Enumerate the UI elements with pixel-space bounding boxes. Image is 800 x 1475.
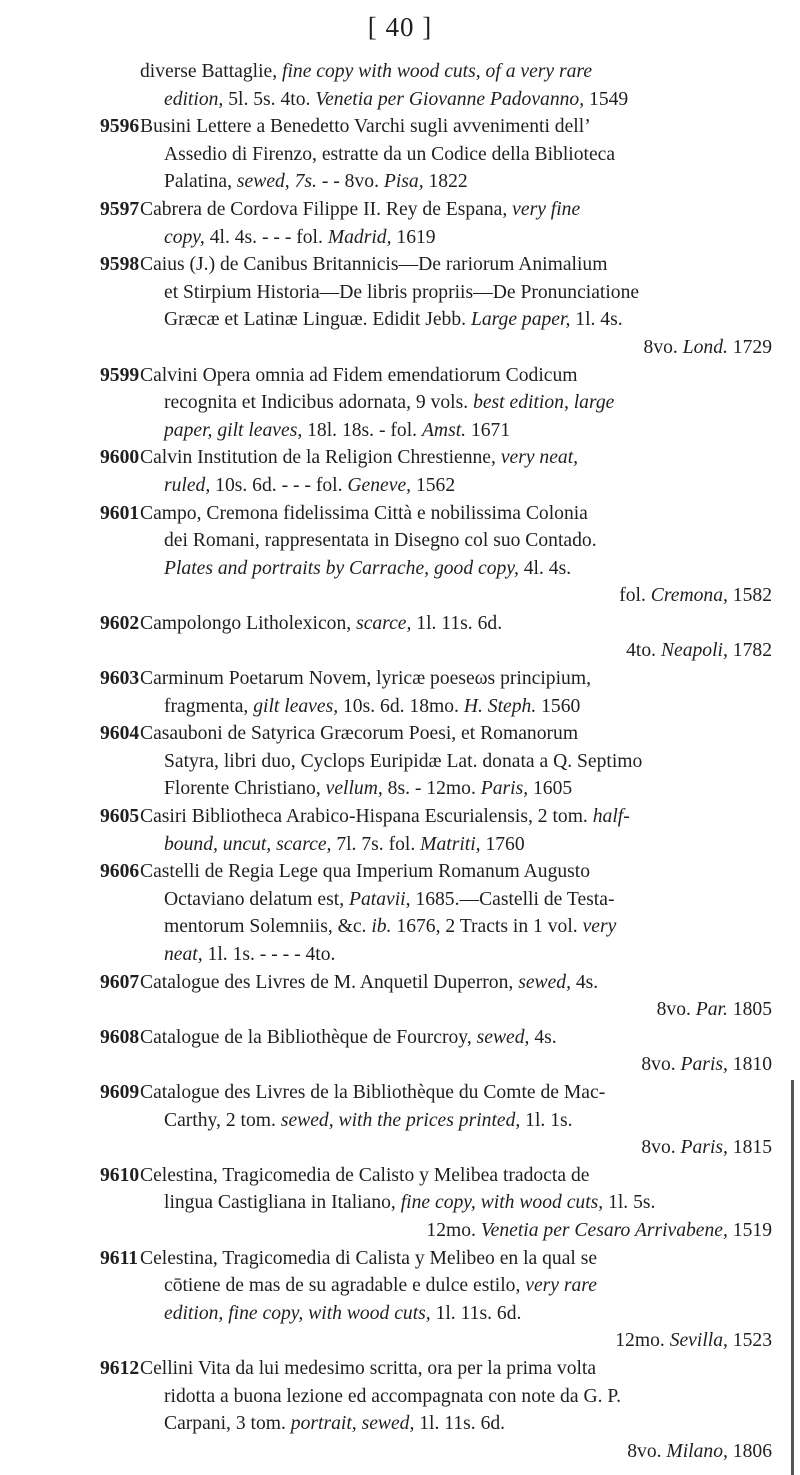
lot-number: 9600 [100,447,140,469]
italic-text: sewed, 7s. [236,171,317,193]
italic-text: edition, [164,88,229,110]
entry-text: 4s. [529,1026,557,1048]
lot-number: 9605 [100,806,140,828]
entry-text: 7l. 7s. fol. [331,833,421,855]
entry-text: 8vo. [627,1440,667,1462]
page-edge-mark [791,1080,794,1475]
entry-line [140,1079,772,1107]
italic-text: Madrid, [327,226,392,248]
italic-text: Lond. [682,336,728,358]
lot-number: 9603 [100,668,140,690]
lot-number: 9598 [100,254,140,276]
catalogue-entry [0,251,772,361]
catalogue-entry [0,803,772,858]
italic-text: H. Steph. [463,695,537,717]
entry-text: 4to. [626,640,661,662]
entry-text: 1810 [727,1054,772,1076]
italic-text: Matriti, [420,833,481,855]
entry-text: 1805 [727,999,772,1021]
entry-text: recognita et Indicibus adornata, 9 vols. [164,392,474,414]
entry-line [140,913,772,941]
entry-text: Florente Christiano, [164,778,326,800]
catalogue-entry [0,362,772,445]
entry-text: 1582 [727,585,772,607]
entry-text: Campolongo Litholexicon, [140,612,357,634]
entry-text: fol. [619,585,651,607]
entry-text: 8vo. [656,999,696,1021]
italic-text: ruled, [164,474,211,496]
entry-line [140,665,772,693]
italic-text: vellum, [325,778,383,800]
italic-text: sewed, [518,971,571,993]
catalogue-entry [0,858,772,968]
entry-line [140,1107,772,1135]
entry-text: 1619 [391,226,436,248]
catalogue-entry [0,1355,772,1465]
entry-text: 1l. 11s. 6d. [411,612,503,634]
italic-text: Paris, [680,1054,728,1076]
italic-text: neat, [164,944,203,965]
italic-text: Neapoli, [660,640,728,662]
entry-text: 1605 [528,778,573,800]
entry-text: - - 8vo. [316,171,384,193]
entry-text: lingua Castigliana in Italiano, [164,1192,401,1214]
entry-text: 8vo. [641,1054,681,1076]
entry-line [140,555,772,583]
entry-text: 1729 [727,336,772,358]
entry-text: 1l. 5s. [603,1192,656,1214]
entry-text: Casiri Bibliotheca Arabico-Hispana Escurialensis, 2 tom. [140,806,593,828]
entry-line [140,996,772,1024]
entry-text: Catalogue des Livres de M. Anquetil Duperron, [140,971,519,993]
catalogue-entry [0,1024,772,1079]
italic-text: Venetia per Giovanne Padovanno, [315,88,585,110]
catalogue-entries [0,58,800,1465]
lot-number: 9602 [100,612,140,634]
entry-line [140,58,772,86]
entry-line [140,224,772,252]
entry-text: Carthy, 2 tom. [164,1109,281,1131]
lot-number: 9609 [100,1081,140,1103]
lot-number: 9608 [100,1026,140,1048]
lot-number: 9612 [100,1357,140,1379]
entry-text: 18l. 18s. - fol. [302,419,422,441]
italic-text: paper, gilt leaves, [164,419,303,441]
lot-number: 9610 [100,1164,140,1186]
entry-text: 1l. 11s. 6d. [430,1302,522,1324]
entry-line [140,417,772,445]
entry-line [140,1410,772,1438]
entry-line [140,1327,772,1355]
catalogue-entry [0,1162,772,1245]
entry-text: 1523 [727,1330,772,1352]
entry-line [140,113,772,141]
entry-text: 1676, 2 Tracts in 1 vol. [391,916,583,938]
entry-line [140,86,772,114]
entry-text: 1l. 1s. - - - - 4to. [202,944,336,965]
catalogue-entry [0,610,772,665]
italic-text: gilt leaves, [253,695,339,717]
page-number: [ 40 ] [367,12,433,42]
entry-text: diverse Battaglie, [140,61,283,82]
catalogue-entry [0,444,772,499]
entry-line [140,610,772,638]
entry-line [140,858,772,886]
italic-text: very rare [525,1275,597,1297]
italic-text: Par. [695,999,728,1021]
entry-text: 1l. 4s. [570,309,623,331]
catalogue-entry [0,969,772,1024]
entry-text: Casauboni de Satyrica Græcorum Poesi, et Romanorum [140,723,579,745]
entry-text: 10s. 6d. - - - fol. [210,474,348,496]
entry-line [140,1438,772,1466]
entry-text: Campo, Cremona fidelissima Città e nobilissima Colonia [140,502,588,524]
entry-line [140,1134,772,1162]
entry-line [140,362,772,390]
entry-text: 4l. 4s. [518,557,572,579]
entry-line [140,168,772,196]
entry-text: 1671 [466,419,511,441]
entry-line [140,389,772,417]
entry-text: 1760 [480,833,525,855]
entry-text: 1560 [536,695,581,717]
entry-text: Palatina, [164,171,237,193]
entry-text: Calvini Opera omnia ad Fidem emendatiorum Codicum [140,364,578,386]
italic-text: fine copy with wood cuts, of a very rare [282,61,593,82]
entry-line [140,748,772,776]
entry-text: 1l. 1s. [520,1109,573,1131]
entry-line [140,831,772,859]
lot-number: 9611 [100,1247,139,1269]
catalogue-entry [0,500,772,610]
entry-text: 1l. 11s. 6d. [414,1413,506,1435]
entry-text: 1806 [727,1440,772,1462]
entry-text: Caius (J.) de Canibus Britannicis—De rariorum Animalium [140,254,608,276]
entry-text: cōtiene de mas de su agradable e dulce estilo, [164,1275,526,1297]
entry-text: Octaviano delatum est, [164,888,349,910]
italic-text: best edition, large [473,392,615,414]
entry-line [140,803,772,831]
entry-text: dei Romani, rappresentata in Disegno col suo Contado. [164,530,597,552]
entry-line [140,527,772,555]
italic-text: sewed, with the prices printed, [280,1109,521,1131]
entry-line [140,969,772,997]
entry-line [140,1272,772,1300]
italic-text: Cremona, [650,585,728,607]
entry-line [140,500,772,528]
entry-line [140,334,772,362]
italic-text: copy, [164,226,205,248]
entry-line [140,1189,772,1217]
italic-text: very neat, [500,447,579,469]
entry-text: Carpani, 3 tom. [164,1413,291,1435]
entry-text: 10s. 6d. 18mo. [338,695,464,717]
italic-text: sewed, [476,1026,530,1048]
entry-text: ridotta a buona lezione ed accompagnata con note da G. P. [164,1385,622,1407]
entry-text: Græcæ et Latinæ Linguæ. Edidit Jebb. [164,309,471,331]
catalogue-entry [0,196,772,251]
lot-number: 9606 [100,861,140,883]
catalogue-entry [0,58,772,113]
entry-text: 12mo. [426,1219,481,1241]
entry-line [140,775,772,803]
entry-text: 1685.—Castelli de Testa- [410,888,615,910]
italic-text: ib. [371,916,392,938]
entry-line [140,886,772,914]
italic-text: Geneve, [347,474,412,496]
entry-line [140,472,772,500]
entry-text: 8s. - 12mo. [382,778,481,800]
entry-line [140,1355,772,1383]
lot-number: 9597 [100,198,140,220]
entry-text: 5l. 5s. 4to. [228,88,316,110]
entry-line [140,251,772,279]
entry-text: 8vo. [641,1137,681,1159]
lot-number: 9601 [100,502,140,524]
italic-text: Milano, [666,1440,728,1462]
italic-text: portrait, sewed, [290,1413,415,1435]
italic-text: Large paper, [470,309,571,331]
italic-text: Patavii, [349,888,411,910]
italic-text: edition, fine copy, with wood cuts, [164,1302,431,1324]
entry-text: fragmenta, [164,695,254,717]
entry-line [140,444,772,472]
entry-text: Cabrera de Cordova Filippe II. Rey de Espana, [140,198,513,220]
entry-text: 1562 [411,474,456,496]
italic-text: very fine [512,198,581,220]
entry-line [140,1245,772,1273]
entry-line [140,582,772,610]
entry-text: 1519 [727,1219,772,1241]
entry-line [140,637,772,665]
entry-line [140,196,772,224]
entry-text: 1815 [727,1137,772,1159]
italic-text: Amst. [421,419,467,441]
entry-line [140,306,772,334]
entry-text: 1549 [584,88,629,110]
italic-text: Venetia per Cesaro Arrivabene, [480,1219,728,1241]
entry-text: 1822 [423,171,468,193]
entry-line [140,1383,772,1411]
entry-text: Celestina, Tragicomedia de Calisto y Melibea tradocta de [140,1164,590,1186]
entry-line [140,1300,772,1328]
entry-text: Castelli de Regia Lege qua Imperium Romanum Augusto [140,861,591,883]
entry-text: et Stirpium Historia—De libris propriis—De Pronunciatione [164,281,640,303]
lot-number: 9607 [100,971,140,993]
entry-text: 12mo. [615,1330,670,1352]
entry-text: Celestina, Tragicomedia di Calista y Melibeo en la qual se [140,1247,598,1269]
catalogue-entry [0,1079,772,1162]
lot-number: 9596 [100,116,140,138]
lot-number: 9599 [100,364,140,386]
entry-text: Catalogue des Livres de la Bibliothèque du Comte de Mac- [140,1081,606,1103]
entry-line [140,720,772,748]
catalogue-entry [0,665,772,720]
entry-text: 4l. 4s. - - - fol. [204,226,328,248]
entry-line [140,141,772,169]
entry-text: 1782 [727,640,772,662]
entry-line [140,1162,772,1190]
catalogue-entry [0,720,772,803]
italic-text: Plates and portraits by Carrache, good copy, [164,557,519,579]
italic-text: fine copy, with wood cuts, [400,1192,604,1214]
italic-text: very [582,916,617,938]
italic-text: Paris, [480,778,529,800]
entry-line [140,941,772,969]
entry-text: 4s. [570,971,599,993]
catalogue-entry [0,1245,772,1355]
entry-line [140,693,772,721]
italic-text: Sevilla, [669,1330,728,1352]
entry-text: Assedio di Firenzo, estratte da un Codice della Biblioteca [164,143,616,165]
entry-text: Calvin Institution de la Religion Chrestienne, [140,447,501,469]
entry-line [140,1024,772,1052]
lot-number: 9604 [100,723,140,745]
italic-text: bound, uncut, scarce, [164,833,332,855]
entry-text: Catalogue de la Bibliothèque de Fourcroy, [140,1026,477,1048]
entry-text: Cellini Vita da lui medesimo scritta, ora per la prima volta [140,1357,597,1379]
italic-text: Paris, [680,1137,728,1159]
entry-line [140,279,772,307]
italic-text: half- [592,806,630,828]
entry-line [140,1051,772,1079]
entry-text: Busini Lettere a Benedetto Varchi sugli avvenimenti dell’ [140,116,591,138]
entry-text: Carminum Poetarum Novem, lyricæ poeseωs principium, [140,668,591,690]
catalogue-entry [0,113,772,196]
entry-text: mentorum Solemniis, &c. [164,916,372,938]
entry-text: 8vo. [643,336,683,358]
entry-text: Satyra, libri duo, Cyclops Euripidæ Lat. donata a Q. Septimo [164,750,643,772]
italic-text: Pisa, [383,171,424,193]
italic-text: scarce, [356,612,412,634]
entry-line [140,1217,772,1245]
